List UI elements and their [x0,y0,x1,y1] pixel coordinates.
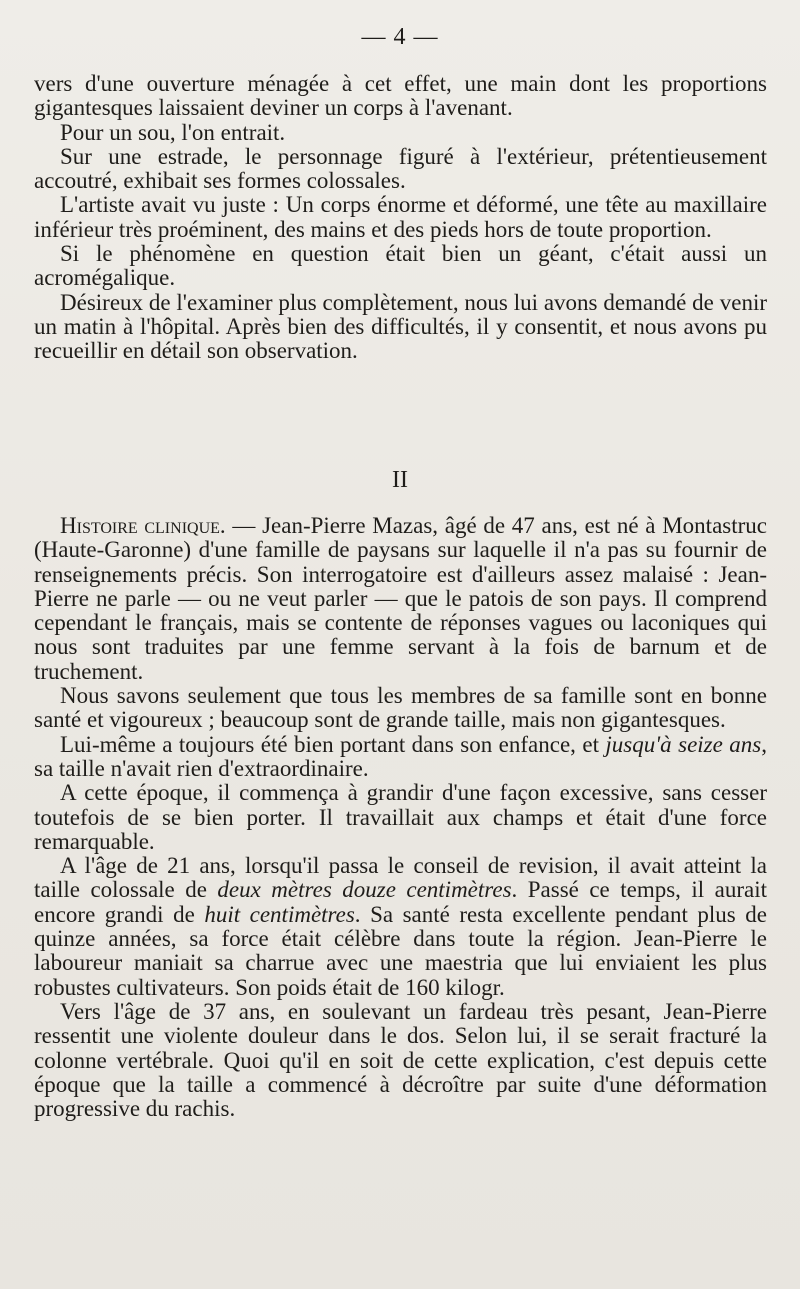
text-block-intro [34,72,767,364]
page-number: — 4 — [361,24,439,50]
italic-span: huit centimètres [204,901,355,927]
text-block-clinical [34,514,767,1121]
text-span: Lui-même a toujours été bien portant dans son enfance, et [60,731,606,757]
text-span: . Passé ce temps, il aurait encore grandi de [34,877,768,927]
paragraph-growth: A cette époque, il commença à grandir d'une façon excessive, sans cesser toutefois de se bien porter. Il travaillait aux champs et était d'une force remarquable. [34,780,767,854]
paragraph-3: Sur une estrade, le personnage figuré à l'extérieur, prétentieusement accoutré, exhibait ses formes colossales. [34,143,767,194]
paragraph-2: Pour un sou, l'on entrait. [60,119,286,145]
text-span: . Sa santé resta excellente pendant plus de quinze années, sa force était célèbre dans toute la région. Jean-Pierre le laboureur maniait sa charrue avec une maestria que lui enviaient les plus robustes cultivateurs. Son poids était de 160 kilogr. [34,901,767,1000]
text-span: , sa taille n'avait rien d'extraordinaire. [34,731,767,781]
italic-span: deux mètres douze centimètres [217,877,512,903]
paragraph-1: vers d'une ouverture ménagée à cet effet, une main dont les proportions gigantesques laissaient deviner un corps à l'avenant. [34,71,767,121]
clinical-history-heading: Histoire clinique. [60,513,226,538]
paragraph-height [34,854,767,1000]
italic-span: jusqu'à seize ans [605,731,762,757]
paragraph-family: Nous savons seulement que tous les membres de sa famille sont en bonne santé et vigoureux ; beaucoup sont de grande taille, mais non gigantesques. [34,683,767,733]
text-span: A l'âge de 21 ans, lorsqu'il passa le conseil de revision, il avait atteint la taille colossale de [34,853,767,903]
paragraph-injury: Vers l'âge de 37 ans, en soulevant un fardeau très pesant, Jean-Pierre ressentit une violente douleur dans le dos. Selon lui, il se serait fracturé la colonne vertébrale. Quoi qu'il en soit de cette explication, c'est depuis cette époque que la taille a commencé à décroître par suite d'une déformation progressive du rachis. [34,998,767,1122]
paragraph-5: Si le phénomène en question était bien un géant, c'était aussi un acromégalique. [34,241,767,291]
section-heading: II [392,467,408,493]
paragraph-clinical-history [34,514,767,684]
paragraph-6: Désireux de l'examiner plus complètement, nous lui avons demandé de venir un matin à l'hôpital. Après bien des difficultés, il y consentit, et nous avons pu recueillir en détail son observation. [34,289,767,364]
clinical-history-text: — Jean-Pierre Mazas, âgé de 47 ans, est né à Montastruc (Haute-Garonne) d'une famille de paysans sur laquelle il n'a pas su fournir de renseignements précis. Son interrogatoire est d'ailleurs assez malaisé : Jean-Pierre ne parle — ou ne veut parler — que le patois de son pays. Il comprend cependant le français, mais se contente de réponses vagues ou laconiques qui nous sont traduites par une femme servant à la fois de barnum et de truchement. [34,513,767,684]
paragraph-4: L'artiste avait vu juste : Un corps énorme et déformé, une tête au maxillaire inférieur très proéminent, des mains et des pieds hors de toute proportion. [34,192,767,242]
paragraph-childhood [34,733,767,782]
